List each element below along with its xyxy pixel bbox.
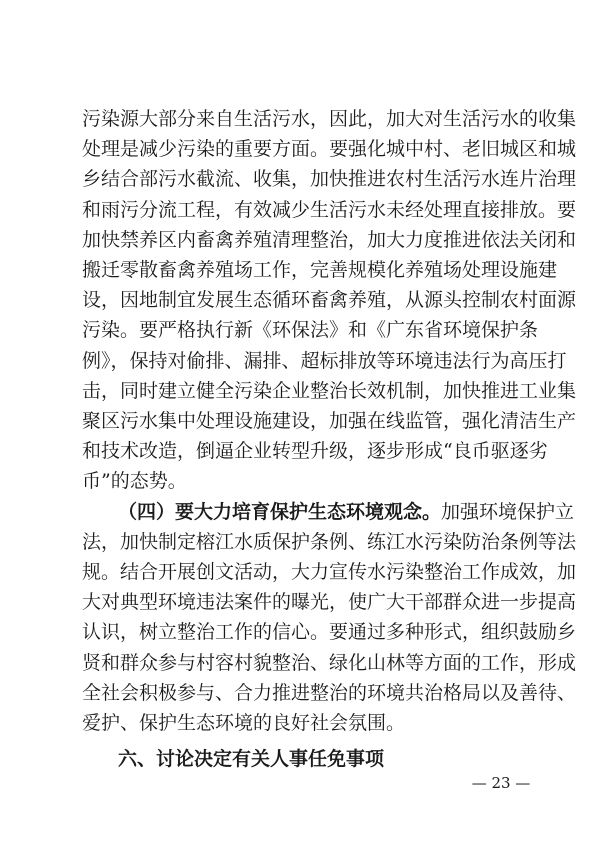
paragraph-lead-line <box>118 497 575 527</box>
text-run: 加强环境保护立 <box>441 500 575 523</box>
text-line: 乡结合部污水截流、收集，加快推进农村生活污水连片治理 <box>82 168 577 191</box>
text-line: 处理是减少污染的重要方面。要强化城中村、老旧城区和城 <box>82 138 577 161</box>
text-line: 设，因地制宜发展生态循环畜禽养殖，从源头控制农村面源 <box>82 289 577 312</box>
text-line: 加快禁养区内畜禽养殖清理整治，加大力度推进依法关闭和 <box>82 228 577 251</box>
section-heading: 六、讨论决定有关人事任免事项 <box>118 748 385 771</box>
text-line: 币”的态势。 <box>82 470 187 493</box>
text-line: 污染。要严格执行新《环保法》和《广东省环境保护条 <box>82 319 539 342</box>
text-line: 搬迁零散畜禽养殖场工作，完善规模化养殖场处理设施建 <box>82 259 558 281</box>
page-number: — 23 — <box>471 774 531 792</box>
text-line: 击，同时建立健全污染企业整治长效机制，加快推进工业集 <box>82 379 577 402</box>
text-line: 认识，树立整治工作的信心。要通过多种形式，组织鼓励乡 <box>82 621 577 644</box>
text-line: 爱护、保护生态环境的良好社会氛围。 <box>82 712 406 734</box>
text-line: 大对典型环境违法案件的曝光，使广大干部群众进一步提高 <box>82 591 577 614</box>
text-line: 和技术改造，倒逼企业转型升级，逐步形成“良币驱逐劣 <box>82 440 548 463</box>
text-line: 规。结合开展创文活动，大力宣传水污染整治工作成效，加 <box>82 561 577 583</box>
text-line: 法，加快制定榕江水质保护条例、练江水污染防治条例等法 <box>82 530 577 553</box>
text-line: 聚区污水集中处理设施建设，加强在线监管，强化清洁生产 <box>82 410 577 432</box>
text-line: 贤和群众参与村容村貌整治、绿化山林等方面的工作，形成 <box>82 651 577 674</box>
text-line: 和雨污分流工程，有效减少生活污水未经处理直接排放。要 <box>82 198 577 221</box>
text-line: 例》，保持对偷排、漏排、超标排放等环境违法行为高压打 <box>82 349 567 372</box>
text-line: 污染源大部分来自生活污水，因此，加大对生活污水的收集 <box>82 108 577 130</box>
text-line: 全社会积极参与、合力推进整治的环境共治格局以及善待、 <box>82 681 577 704</box>
subsection-heading: （四）要大力培育保护生态环境观念。 <box>118 500 442 523</box>
